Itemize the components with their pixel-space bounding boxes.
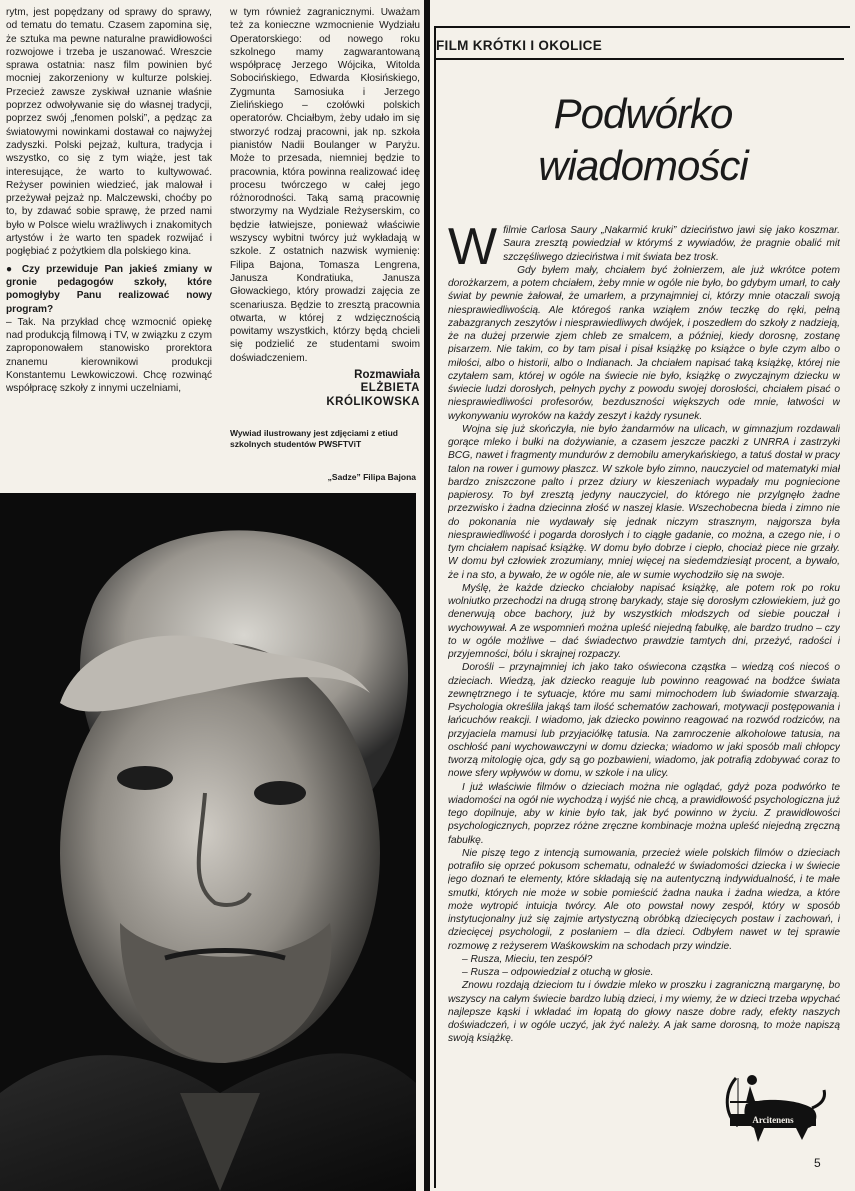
page-number: 5	[814, 1156, 821, 1170]
bullet-icon: ●	[6, 263, 22, 275]
column-divider	[424, 0, 430, 1191]
drop-cap: W	[448, 224, 498, 276]
article-paragraph: Dorośli – przynajmniej ich jako tako oświecona cząstka – wiedzą coś niecoś o dzieciach. Wiedzą, jak dziecko reaguje lub powinno reagować na bodźce świata zewnętrznego i te sytuacje, które mu sami mimochodem lub świadomie stwarzają. Psychologia określiła jakąś tam ilość schematów zachowań, motywacji postępowania i łańcuchów reakcji. I wiadomo, jak dziecko powinno reagować na rozwód rodziców, na przyjaciela mamusi lub przyjaciółkę tatusia. Na zamroczenie alkoholowe tatusia, na oschłość pani wychowawczyni w domu dziecka; wiadomo w jaki sposób mali chłopcy tworzą mitologię ojca, gdy są go pozbawieni, wiadomo, jak potrafią zdobywać coraz to nowe sfery wpływów w domu, w szkole i na ulicy.	[448, 662, 840, 780]
article-paragraph-text: filmie Carlosa Saury „Nakarmić kruki” dzieciństwo jawi się jako koszmar. Saura zresztą powiedział w którymś z wywiadów, że pragnie obalić mit szczęśliwego dzieciństwa i mit świata bez trosk.	[503, 225, 840, 263]
article-title-line-1: Podwórko	[553, 90, 733, 137]
interview-question-text: Czy przewiduje Pan jakieś zmiany w gronie pedagogów szkoły, które pomogłyby Panu realizować nowy program?	[6, 263, 212, 315]
article-title-line-2: wiadomości	[538, 142, 748, 189]
portrait-image	[0, 493, 416, 1191]
interview-paragraph: w tym również zagranicznymi. Uważam też za konieczne wzmocnienie Wydziału Operatorskiego: od nowego roku szkolnego mamy zagwarantowaną współpracę Jerzego Wójcika, Witolda Sobocińskiego, Edwarda Kłosińskiego, Zygmunta Samosiuka i Jerzego Zielińskiego – czołówki polskich operatorów. Chciałbym, żeby udało im się stworzyć rodzaj pracowni, jak np. szkoła pianistów Nadii Boulanger w Paryżu. Może to przesada, niemniej będzie to pracownia, która powinna realizować ideę procesu twórczego w całej jego różnorodności. Taką samą pracownię stworzymy na Wydziale Reżyserskim, co będzie łatwiejsze, ponieważ właściwie wszyscy wybitni twórcy już wykładają w szkole. Z ostatnich nazwisk wymienię: Filipa Bajona, Tomasza Lengrena, Janusza Kondratiuka, Janusza Głowackiego, który prowadzi zajęcia ze scenariusza. Będzie to zresztą pracownia otwarta, w której z wdzięcznością powitamy wszystkich, którzy będą chcieli się podzielić ze studentami swoim doświadczeniem.	[230, 7, 420, 364]
portrait-photo	[0, 493, 416, 1191]
signature-label: Rozmawiała	[354, 369, 420, 382]
article-paragraph-first	[448, 224, 840, 276]
article-paragraph: Myślę, że każde dziecko chciałoby napisać książkę, ale potem rok po roku wolniutko przechodzi na drugą stronę barykady, staje się dorosłym człowiekiem, już go denerwują obce bachory, już by wszystkich młodszych od siebie pouczał i wychowywał. A ze wspomnień można upleść niejedną fabułkę, ale bardzo trudno – czy to w ogóle możliwe – dać świadectwo prawdzie tamtych dni, przeżyć, radości i przyjemności, bólu i skrajnej rozpaczy.	[448, 582, 840, 660]
article-paragraph: I już właściwie filmów o dzieciach można nie oglądać, gdyż poza podwórko te wiadomości na ogół nie wychodzą i wyjść nie chcą, a prawidłowość psychologiczna już tego dopilnuje, aby w kinie było tak, jak być powinno w życiu. Z prawidłowości psychologicznych, poprzez różne zręczne kombinacje można upleść niejedną zręczną fabułkę.	[448, 781, 840, 846]
interview-paragraph: rytm, jest popędzany od sprawy do sprawy, od tematu do tematu. Czasem zapomina się, że sztuka ma pewne naturalne prawidłowości rozwojowe i trzeba je uszanować. Wreszcie sprawa ostatnia: nasz film powinien być mocniej zakorzeniony w kulturze polskiej. Przecież zawsze zyskiwał uznanie właśnie poprzez odwoływanie się do własnej tradycji, poprzez swój „fenomen polski”, a pędząc za światowymi nowinkami dostawał co najwyżej zadyszki. Polski pejzaż, kultura, tradycja i wszystko, co się z tym wiąże, jest tak interesujące, że warto to kultywować. Reżyser powinien wiedzieć, jak malował i przeżywał pejzaż np. Malczewski, choćby po to, by zdawać sobie sprawę, że przed nami było w Polsce wielu wrażliwych i znakomitych artystów i że warto ten spadek rozwijać i pogłębiać z pożytkiem dla polskiego kina.	[6, 7, 212, 258]
photo-credit: „Sadze” Filipa Bajona	[327, 472, 416, 482]
article-body	[448, 224, 840, 1084]
interview-question	[6, 263, 212, 316]
section-rule	[436, 58, 844, 60]
signature-name-first: ELŻBIETA	[360, 382, 420, 395]
interview-column-1	[6, 6, 212, 468]
article-dialogue: – Rusza – odpowiedział z otuchą w głosie.	[462, 967, 654, 978]
signature-name-last: KRÓLIKOWSKA	[326, 395, 420, 408]
article-title	[440, 88, 846, 192]
section-label: FILM KRÓTKI I OKOLICE	[436, 38, 603, 53]
article-paragraph: Wojna się już skończyła, nie było żandarmów na ulicach, w gimnazjum rozdawali gorące mleko i bułki na dożywianie, a czasem jeszcze paczki z UNRRA i zastrzyki BCG, nawet i fragmenty mundurów z demobilu amerykańskiego, a tatuś dostał w pracy talon na rower i gumowy płaszcz. W szkole było zimno, nauczyciel od matematyki miał bardzo zniszczone palto i przez dziury w kieszeniach wypadały mu pogniecione papierosy. To był zresztą jedyny nauczyciel, do którego nie przylgnęło żadne przezwisko i żadna dziecinna złość w naszej klasie. Wszechobecna bieda i zimno nie do pokonania nie wydawały się jednak niczym strasznym, najgorsza była niesprawiedliwość i pogarda dorosłych i to ciągłe gadanie, co można, a czego nie, i o tym chciałem napisać książkę. W domu było dobrze i ciepło, chociaż piece nie grzały. W domu był człowiek zrozumiany, mniej więcej na siedemdziesiąt procent, a bywało, że i na sto, a bywało, że w ogóle nie, ale w sumie wychodziło się na swoje.	[448, 423, 840, 581]
article-paragraph: Nie piszę tego z intencją sumowania, przecież wiele polskich filmów o dzieciach potrafiło się oprzeć pokusom schematu, odnaleźć w świadomości dziecka i w świecie jego doznań te elementy, które składają się na autentyczną indywidualność, i te małe smutki, których nie może w sobie pomieścić żadna nauka i żadna wiedza, a które może wytropić intuicja twórcy. Ale oto powstał nowy zespół, który w sposób instytucjonalny już się zajmie artystyczną obróbką dziecięcych postaw i zachowań, i dziecięcej psychologii, z posłaniem – dla dzieci. Odbyłem nawet w tej sprawie rozmowę z reżyserem Waśkowskim na schodach przy windzie.	[448, 847, 840, 952]
article-paragraph: Gdy byłem mały, chciałem być żołnierzem, ale już wkrótce potem dorożkarzem, a potem chciałem, żeby mnie w ogóle nie było, bo gdybym umarł, to cały świat by pewnie żałował, że umarłem, a przynajmniej ci, którzy mnie otaczali swoją niesprawiedliwością. Ale któregoś ranka wziąłem znów teczkę do ręki, pełną zabazgranych zeszytów i niesprawiedliwych dwójek, i poszedłem do szkoły z nadzieją, że na dużej przerwie zjem chleb ze smalcem, a później, kiedy dorosnę, zostanę pisarzem. Nie takim, co by tam pisał i pisał książkę po książce o byle czym albo o miłości, albo o historii, albo o Indianach. Ja chciałem napisać taką książkę, której nie czytałem sam, której w ogóle na świecie nie było, książkę o zwyczajnym dziecku w świecie ludzi dorosłych, pełnych pychy z powodu swojej dorosłości, chciałem pisać o niesprawiedliwości profesorów, bezduszności większych ode mnie, łatwości w wykonywaniu wyroków na każdy zeszyt i każdy rysunek.	[448, 264, 840, 422]
illustration-credit: Wywiad ilustrowany jest zdjęciami z etiud szkolnych studentów PWSFTViT	[230, 428, 398, 449]
article-paragraph: Znowu rozdają dzieciom tu i ówdzie mleko w proszku i zagraniczną margarynę, bo wszyscy na całym świecie bardzo lubią dzieci, i my wiemy, że w dzieci trzeba wpychać najlepsze kąski i wkładać im łopatą do głowy nasze dobre rady, efekty naszych doświadczeń, i w ogóle uczyć, jak żyć należy. A jak same dorosną, to może napiszą swoją książkę.	[448, 980, 840, 1045]
interview-answer: – Tak. Na przykład chcę wzmocnić opiekę nad produkcją filmową i TV, w związku z czym zaproponowałem stanowisko prorektora znanemu kierownikowi produkcji Konstantemu Lewkowiczowi. Chcę rozwinąć współpracę szkoły z innymi uczelniami,	[6, 316, 212, 395]
archer-logo-icon	[716, 1064, 828, 1150]
article-dialogue: – Rusza, Mieciu, ten zespół?	[462, 953, 593, 965]
interview-column-2	[230, 6, 420, 436]
logo-text: Arcitenens	[752, 1115, 794, 1125]
